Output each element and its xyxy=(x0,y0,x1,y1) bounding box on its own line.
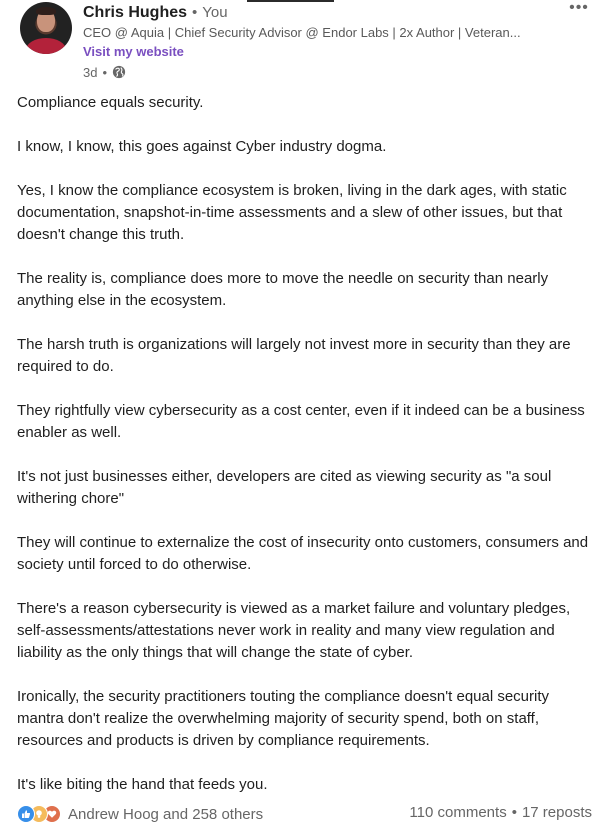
engagement-counts xyxy=(409,804,592,821)
post-paragraph: I know, I know, this goes against Cyber industry dogma. xyxy=(17,138,387,155)
post-time: 3d xyxy=(83,64,98,80)
author-headline: CEO @ Aquia | Chief Security Advisor @ Endor Labs | 2x Author | Veteran... xyxy=(83,25,521,40)
visit-website-link[interactable]: Visit my website xyxy=(83,44,184,59)
post-paragraph: There's a reason cybersecurity is viewed as a market failure and voluntary pledges, self-assessments/attestations never work in reality and many view regulation and liability as the only things that will change the state of cyber. xyxy=(17,600,571,661)
relation-label: You xyxy=(202,4,228,21)
post-body xyxy=(17,92,597,818)
author-line xyxy=(83,4,228,24)
author-avatar[interactable] xyxy=(20,2,72,54)
post-paragraph: It's like biting the hand that feeds you. xyxy=(17,776,268,793)
like-icon xyxy=(17,805,35,823)
more-options-icon[interactable]: ••• xyxy=(569,0,589,16)
post-meta xyxy=(83,64,126,80)
reactors-text[interactable]: Andrew Hoog and 258 others xyxy=(68,805,264,823)
social-counts-bar xyxy=(0,803,608,825)
reactions-summary[interactable] xyxy=(17,804,263,824)
post-paragraph: Ironically, the security practitioners touting the compliance doesn't equal security mantra don't realize the overwhelming majority of security spend, both on staff, resources and products is driven by compliance requirements. xyxy=(17,688,550,749)
counts-separator: • xyxy=(511,804,517,821)
avatar-hair xyxy=(36,7,56,15)
post-paragraph: They will continue to externalize the cost of insecurity onto customers, consumers and society until forced to do otherwise. xyxy=(17,534,589,573)
globe-icon xyxy=(112,65,126,79)
author-name[interactable]: Chris Hughes xyxy=(83,4,188,21)
post-paragraph: They rightfully view cybersecurity as a cost center, even if it indeed can be a business enabler as well. xyxy=(17,402,585,441)
post-paragraph: The harsh truth is organizations will largely not invest more in security than they are required to do. xyxy=(17,336,571,375)
post-paragraph: It's not just businesses either, developers are cited as viewing security as "a soul withering chore" xyxy=(17,468,552,507)
meta-separator: • xyxy=(102,64,108,80)
relation-separator: • xyxy=(192,4,198,21)
comments-count-link[interactable]: 110 comments xyxy=(409,804,507,821)
reposts-count-link[interactable]: 17 reposts xyxy=(521,804,592,821)
avatar-shirt xyxy=(26,38,66,54)
post-paragraph: Yes, I know the compliance ecosystem is broken, living in the dark ages, with static documentation, snapshot-in-time assessments and a slew of other issues, but that doesn't change this truth. xyxy=(17,182,567,243)
post-paragraph: Compliance equals security. xyxy=(17,94,204,111)
post-paragraph: The reality is, compliance does more to move the needle on security than nearly anything else in the ecosystem. xyxy=(17,270,549,309)
post-header xyxy=(0,0,608,90)
